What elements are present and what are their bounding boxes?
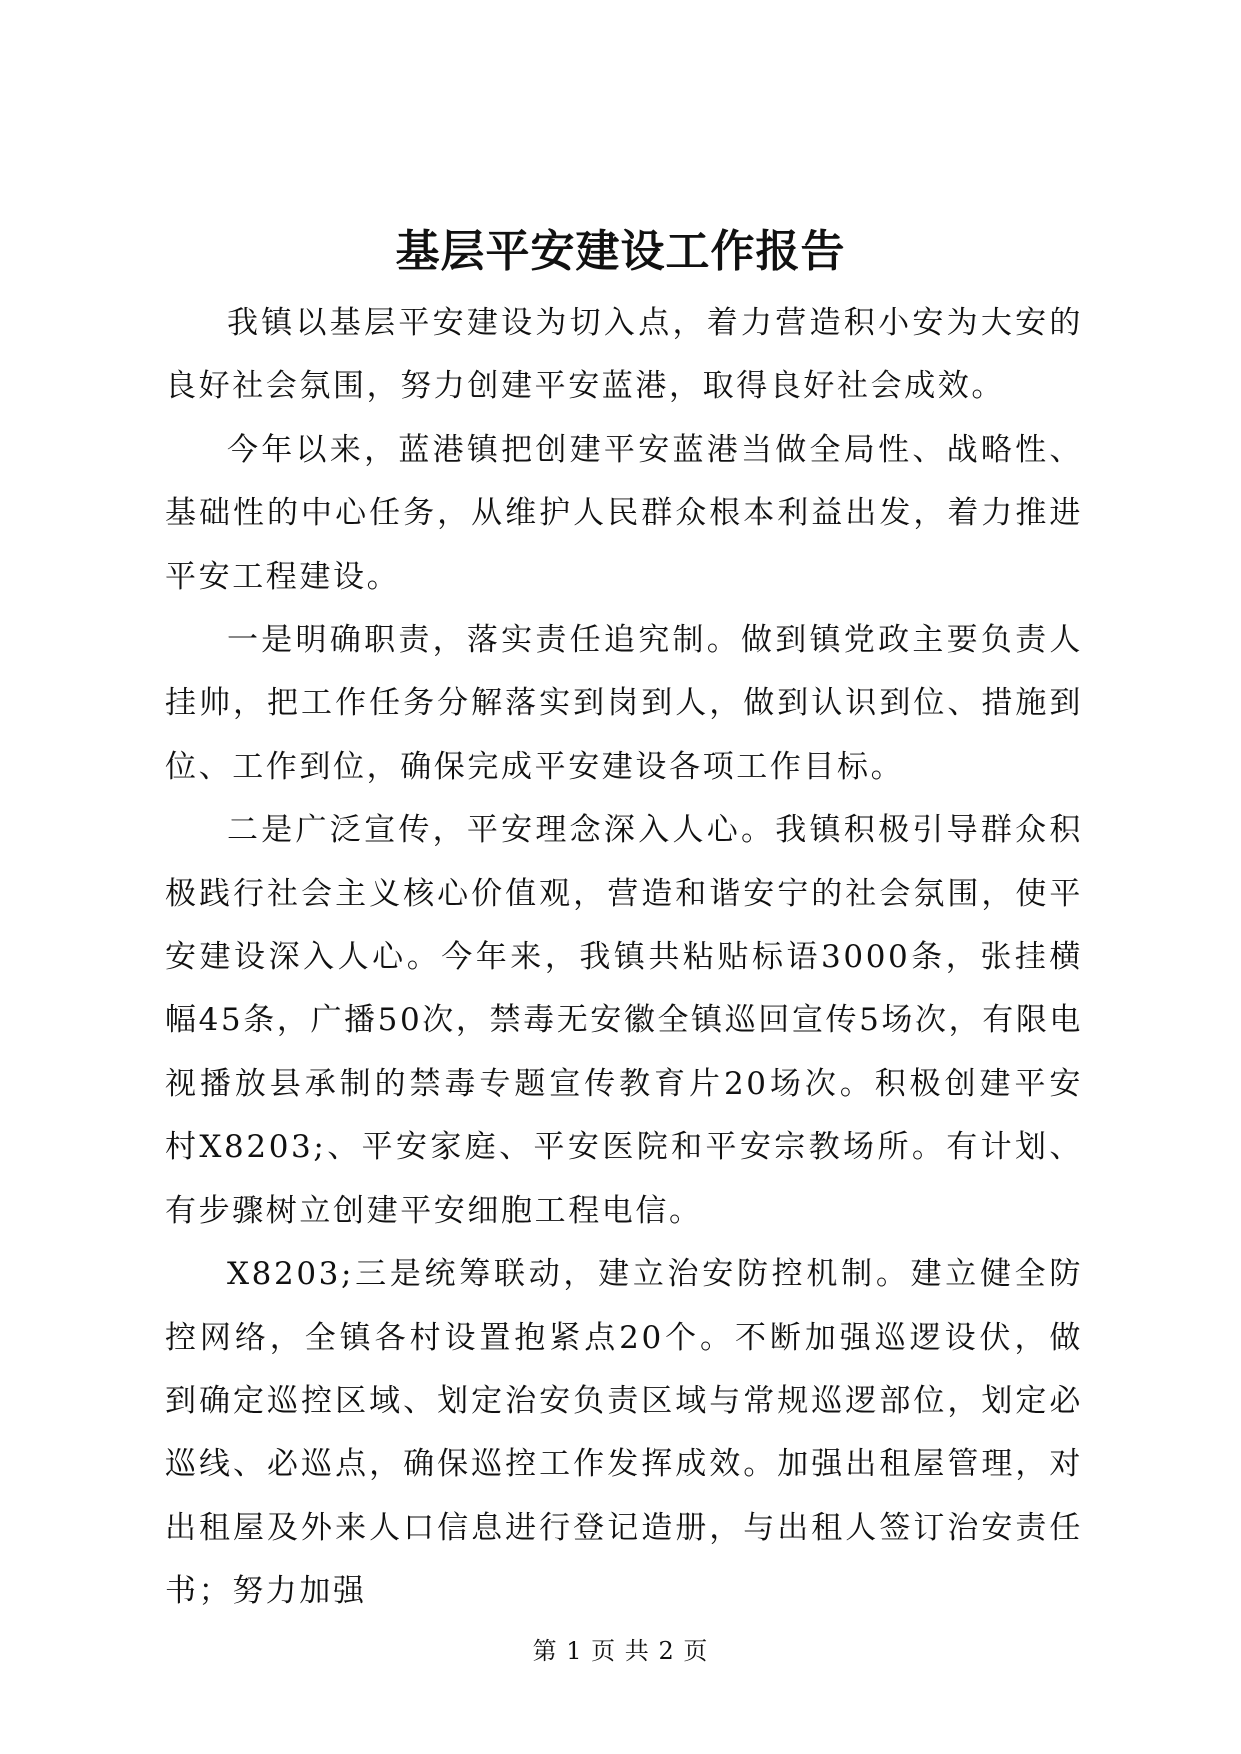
paragraph-coordination: X8203;三是统筹联动，建立治安防控机制。建立健全防控网络，全镇各村设置抱紧点20个。不断加强巡逻设伏，做到确定巡控区域、划定治安负责区域与常规巡逻部位，划定必巡线、必巡点，确保巡控工作发挥成效。加强出租屋管理，对出租屋及外来人口信息进行登记造册，与出租人签订治安责任书；努力加强 — [165, 1256, 1083, 1610]
paragraph-publicity: 二是广泛宣传，平安理念深入人心。我镇积极引导群众积极践行社会主义核心价值观，营造和谐安宁的社会氛围，使平安建设深入人心。今年来，我镇共粘贴标语3000条，张挂横幅45条，广播50次，禁毒无安徽全镇巡回宣传5场次，有限电视播放县承制的禁毒专题宣传教育片20场次。积极创建平安村X8203;、平安家庭、平安医院和平安宗教场所。有计划、有步骤树立创建平安细胞工程电信。 — [165, 812, 1084, 1229]
page-footer: 第 1 页 共 2 页 — [532, 1637, 709, 1665]
document-body — [165, 292, 1083, 1624]
paragraph-intro: 我镇以基层平安建设为切入点，着力营造积小安为大安的良好社会氛围，努力创建平安蓝港，取得良好社会成效。 — [165, 305, 1083, 405]
page-title: 基层平安建设工作报告 — [395, 226, 846, 277]
paragraph-responsibility: 一是明确职责，落实责任追究制。做到镇党政主要负责人挂帅，把工作任务分解落实到岗到人，做到认识到位、措施到位、工作到位，确保完成平安建设各项工作目标。 — [165, 622, 1083, 785]
paragraph-overview: 今年以来，蓝港镇把创建平安蓝港当做全局性、战略性、基础性的中心任务，从维护人民群众根本利益出发，着力推进平安工程建设。 — [165, 431, 1083, 595]
